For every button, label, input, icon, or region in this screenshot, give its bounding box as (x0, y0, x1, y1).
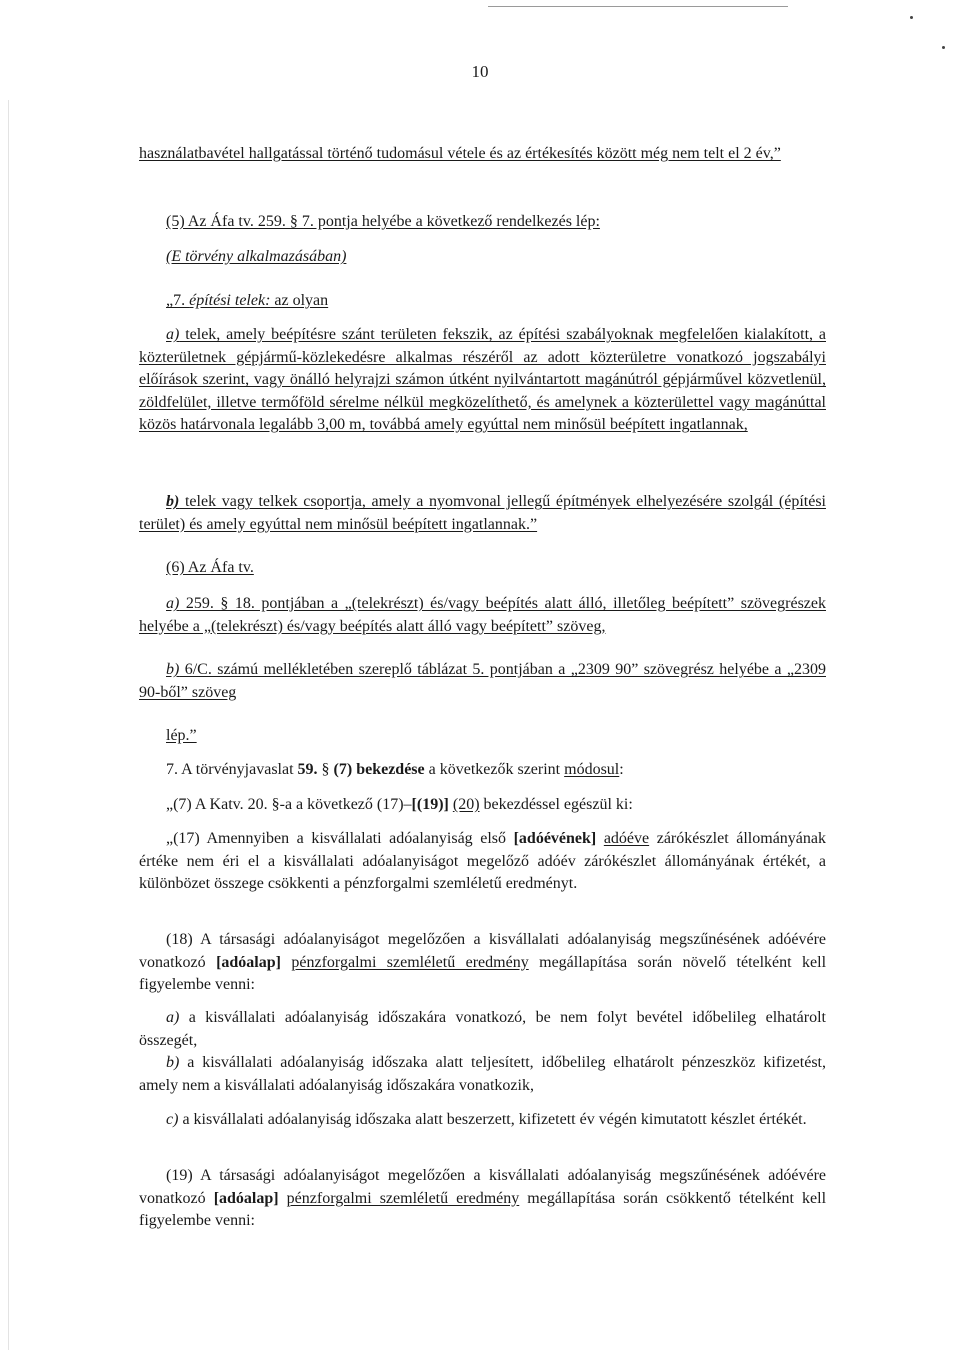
text-span: § (317, 761, 334, 778)
paragraph-amendment-5: (5) Az Áfa tv. 259. § 7. pontja helyébe a következő rendelkezés lép: (166, 213, 600, 230)
point-label: a) (166, 1009, 180, 1026)
paragraph-point-b (139, 1052, 826, 1097)
paragraph-continuation: használatbavétel hallgatással történő tudomásul vétele és az értékesítés között még nem telt el 2 év,” (139, 145, 781, 162)
scan-artifact-dot (942, 46, 945, 49)
text-span: „7. (166, 292, 190, 309)
text-span: bekezdéssel egészül ki: (479, 796, 633, 813)
text-span: 6/C. számú mellékletében szereplő táblázat 5. pontjában a „2309 90” szövegrész helyébe a „2309 90-ből” szöveg (139, 661, 826, 701)
bold-text: 59. (297, 761, 318, 778)
defined-term: építési telek: (189, 292, 271, 309)
point-label: b) (166, 661, 180, 678)
paragraph-closing: lép.” (166, 727, 197, 744)
paragraph-context-note: (E törvény alkalmazásában) (166, 248, 347, 265)
text-span: telek vagy telkek csoportja, amely a nyomvonal jellegű építmények elhelyezésére szolgál (építési terület) és amely egyúttal nem minősül beépített ingatlannak.” (139, 493, 826, 533)
text-span: zárókészlet állományának értéke nem éri el a kisvállalati adóalanyiságot megelőző adóév zárókészlet állományának értékét, a különbözet összege csökkenti a pénzforgalmi szemléletű eredményt. (139, 830, 826, 892)
point-label: b) (166, 1054, 180, 1071)
point-label: a) (166, 326, 180, 343)
paragraph-point-b (139, 659, 826, 704)
paragraph-point-a (139, 593, 826, 638)
paragraph-amendment-6: (6) Az Áfa tv. (166, 559, 254, 576)
text-span: (18) A társasági adóalanyiságot megelőzően a kisvállalati adóalanyiság megszűnésének adóévére vonatkozó (139, 931, 826, 971)
text-span: megállapítása során csökkentő tételként kell figyelembe venni: (139, 1189, 827, 1229)
text-span: : (619, 761, 624, 778)
page-number: 10 (471, 62, 489, 81)
underlined-text: módosul (564, 761, 620, 778)
point-label: c) (166, 1111, 179, 1128)
paragraph-point-a (139, 324, 826, 437)
text-span (281, 954, 291, 971)
bold-text: (7) bekezdése (333, 761, 425, 778)
paragraph-subsection-18 (139, 929, 826, 997)
paragraph-point-c (139, 1109, 826, 1132)
text-span: (19) A társasági adóalanyiságot megelőzően a kisvállalati adóalanyiság megszűnésének adóévére vonatkozó (139, 1167, 826, 1207)
inserted-text: adóéve (603, 830, 650, 847)
text-span: az olyan (270, 292, 329, 309)
paragraph-subsection-19 (139, 1165, 826, 1233)
paragraph-quoted-7 (139, 794, 826, 817)
inserted-text: pénzforgalmi szemléletű eredmény (286, 1189, 520, 1207)
scan-artifact-edge (8, 100, 9, 1350)
text-span: 7. A törvényjavaslat (166, 761, 298, 778)
paragraph-point-a (139, 1007, 826, 1052)
point-label: b) (166, 493, 180, 510)
text-span: „(17) Amennyiben a kisvállalati adóalanyiság első (166, 830, 514, 847)
inserted-text: pénzforgalmi szemléletű eredmény (291, 953, 529, 971)
text-span (279, 1190, 287, 1207)
inserted-text: (20) (452, 796, 480, 813)
text-span: a következők szerint (424, 761, 565, 778)
paragraph-point-b (139, 491, 826, 536)
text-span: telek, amely beépítésre szánt területen fekszik, az építési szabályoknak megfelelően kialakított, a közterületnek gépjármű-közlekedésre alkalmas részéről az adott közterületre vonatkozó jogszabályi előírások szerint, vagy önálló helyrajzi számon útként nyilvántartott magánútról gépjárművel közvetlenül, zöldfelület, illetve termőföld sérelme nélkül megközelíthető, és amelynek a közterülettel vagy magánúttal közös határvonala legalább 3,00 m, továbbá amely egyúttal nem minősül beépített ingatlannak, (139, 326, 826, 433)
point-label: a) (166, 595, 180, 612)
paragraph-item-7 (139, 759, 826, 782)
scan-artifact-line (488, 6, 788, 7)
scan-artifact-dot (910, 16, 913, 19)
text-span: a kisvállalati adóalanyiság időszakára vonatkozó, be nem folyt bevétel időbelileg elhatárolt összegét, (139, 1009, 826, 1049)
text-span: a kisvállalati adóalanyiság időszaka alatt beszerzett, kifizetett év végén kimutatott készlet értékét. (178, 1111, 807, 1128)
paragraph-definition-7 (139, 290, 826, 313)
deleted-text: [adóévének] (513, 830, 597, 847)
text-span: megállapítása során növelő tételként kell figyelembe venni: (139, 953, 827, 993)
text-span: a kisvállalati adóalanyiság időszaka alatt teljesített, időbelileg elhatárolt pénzeszköz kifizetést, amely nem a kisvállalati adóalanyiság időszakára vonatkozik, (139, 1054, 826, 1094)
deleted-text: [adóalap] (213, 1189, 279, 1207)
paragraph-subsection-17 (139, 828, 826, 896)
deleted-text: [(19)] (411, 796, 449, 813)
deleted-text: [adóalap] (216, 953, 281, 971)
text-span: 259. § 18. pontjában a „(telekrészt) és/vagy beépítés alatt álló, illetőleg beépített” szövegrészek helyébe a „(telekrészt) és/vagy beépítés alatt álló vagy beépített” szöveg, (139, 595, 826, 635)
text-span: „(7) A Katv. 20. §-a a következő (17)– (166, 796, 412, 813)
text-span (596, 830, 604, 847)
